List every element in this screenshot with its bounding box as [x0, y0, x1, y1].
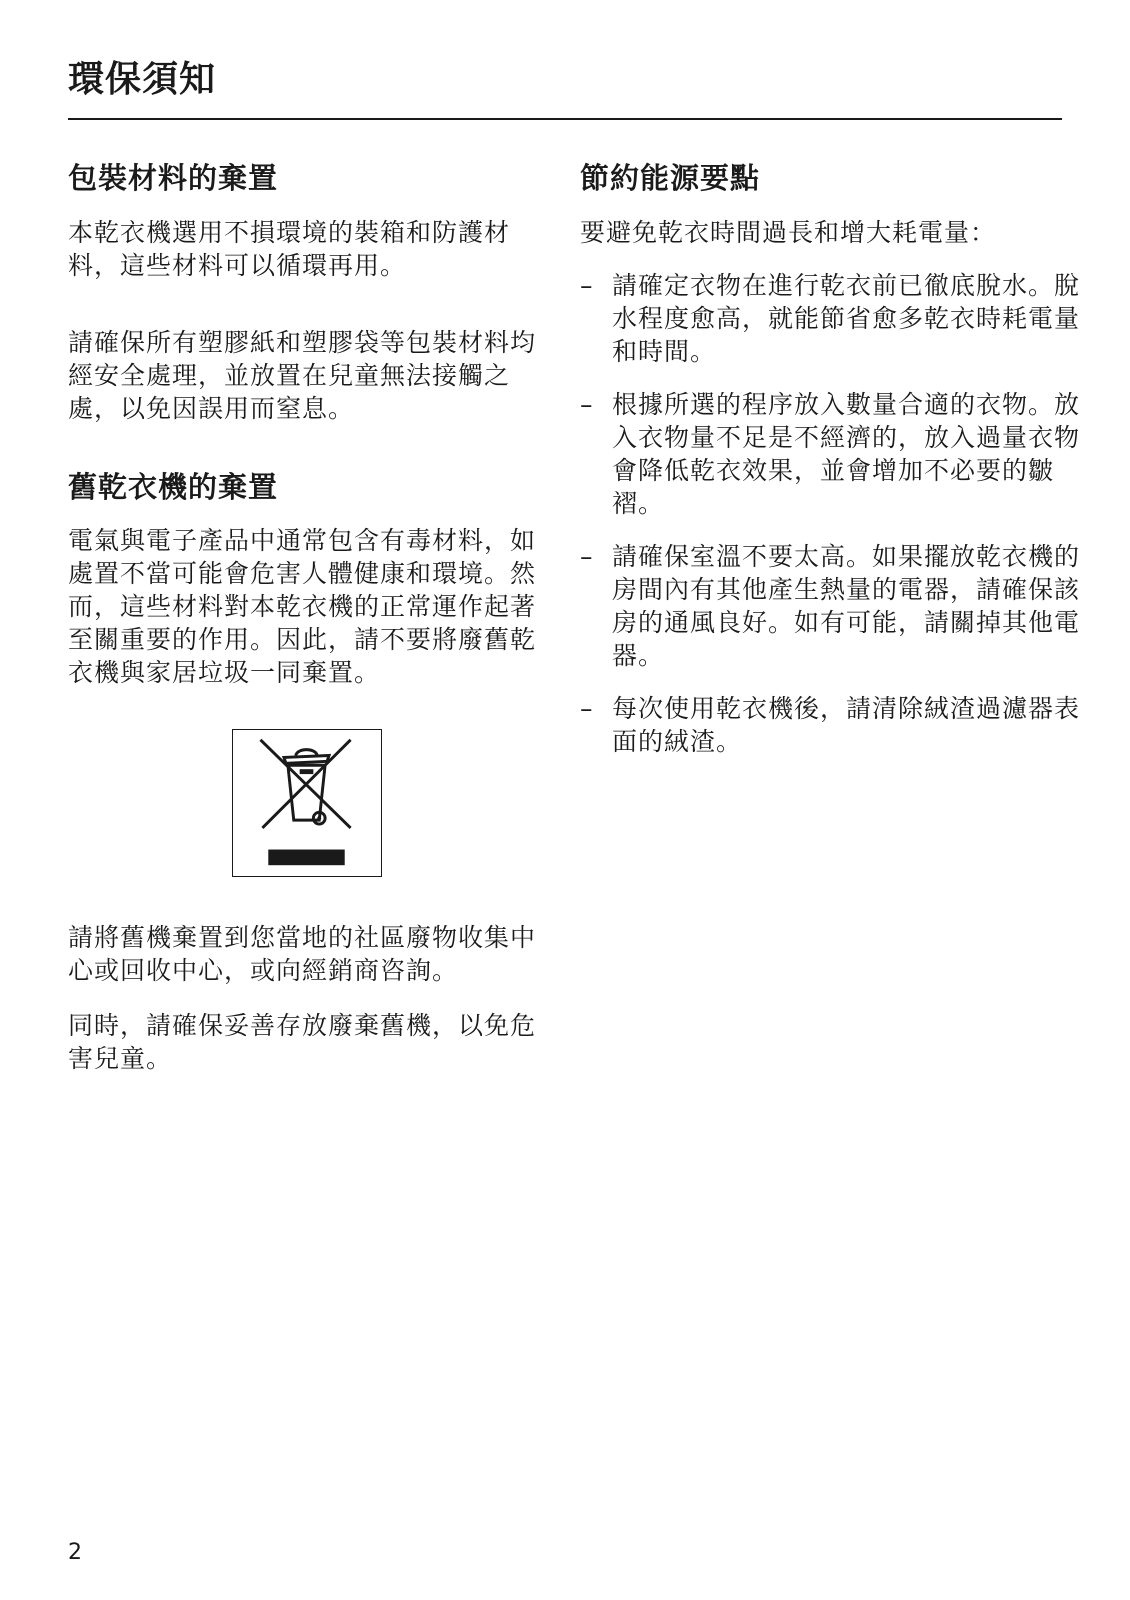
old-dryer-disposal-heading: 舊乾衣機的棄置 — [68, 469, 279, 504]
tip-text: 請確定衣物在進行乾衣前已徹底脫水。脫水程度愈高，就能節省愈多乾衣時耗電量和時間。 — [612, 270, 1081, 366]
packaging-paragraph-2: 請確保所有塑膠紙和塑膠袋等包裝材料均經安全處理，並放置在兒童無法接觸之處，以免因誤用而窒息。 — [68, 327, 537, 423]
tip-text: 請確保室溫不要太高。如果擺放乾衣機的房間內有其他產生熱量的電器，請確保該房的通風良好。如有可能，請關掉其他電器。 — [612, 541, 1081, 670]
tip-text: 每次使用乾衣機後，請清除絨渣過濾器表面的絨渣。 — [612, 693, 1081, 756]
old-dryer-paragraph-1: 電氣與電子產品中通常包含有毒材料，如處置不當可能會危害人體健康和環境。然而，這些材料對本乾衣機的正常運作起著至關重要的作用。因此，請不要將廢舊乾衣機與家居垃圾一同棄置。 — [68, 526, 537, 688]
page-title: 環保須知 — [68, 59, 217, 100]
list-item — [580, 692, 1080, 758]
tip-text: 根據所選的程序放入數量合適的衣物。放入衣物量不足是不經濟的，放入過量衣物會降低乾衣效果，並會增加不必要的皺褶。 — [612, 389, 1081, 518]
bullet-dash: – — [580, 270, 593, 300]
right-column — [580, 160, 1080, 778]
old-dryer-paragraph-3: 同時，請確保妥善存放廢棄舊機，以免危害兒童。 — [68, 1011, 537, 1074]
energy-tips-list — [580, 269, 1080, 758]
page-number: 2 — [68, 1540, 82, 1565]
energy-saving-intro: 要避免乾衣時間過長和增大耗電量： — [580, 217, 997, 247]
list-item — [580, 269, 1080, 368]
left-column — [68, 160, 548, 1075]
packaging-disposal-heading: 包裝材料的棄置 — [68, 161, 279, 195]
packaging-paragraph-1: 本乾衣機選用不損環境的裝箱和防護材料，這些材料可以循環再用。 — [68, 217, 511, 280]
bullet-dash: – — [580, 693, 593, 723]
bullet-dash: – — [580, 389, 593, 419]
title-divider — [68, 118, 1062, 120]
energy-saving-heading: 節約能源要點 — [580, 161, 761, 195]
list-item — [580, 540, 1080, 672]
weee-symbol — [232, 729, 382, 877]
bullet-dash: – — [580, 541, 593, 571]
list-item — [580, 388, 1080, 520]
old-dryer-paragraph-2: 請將舊機棄置到您當地的社區廢物收集中心或回收中心，或向經銷商咨詢。 — [68, 923, 537, 986]
crossed-out-wheelie-bin-icon — [233, 730, 380, 875]
